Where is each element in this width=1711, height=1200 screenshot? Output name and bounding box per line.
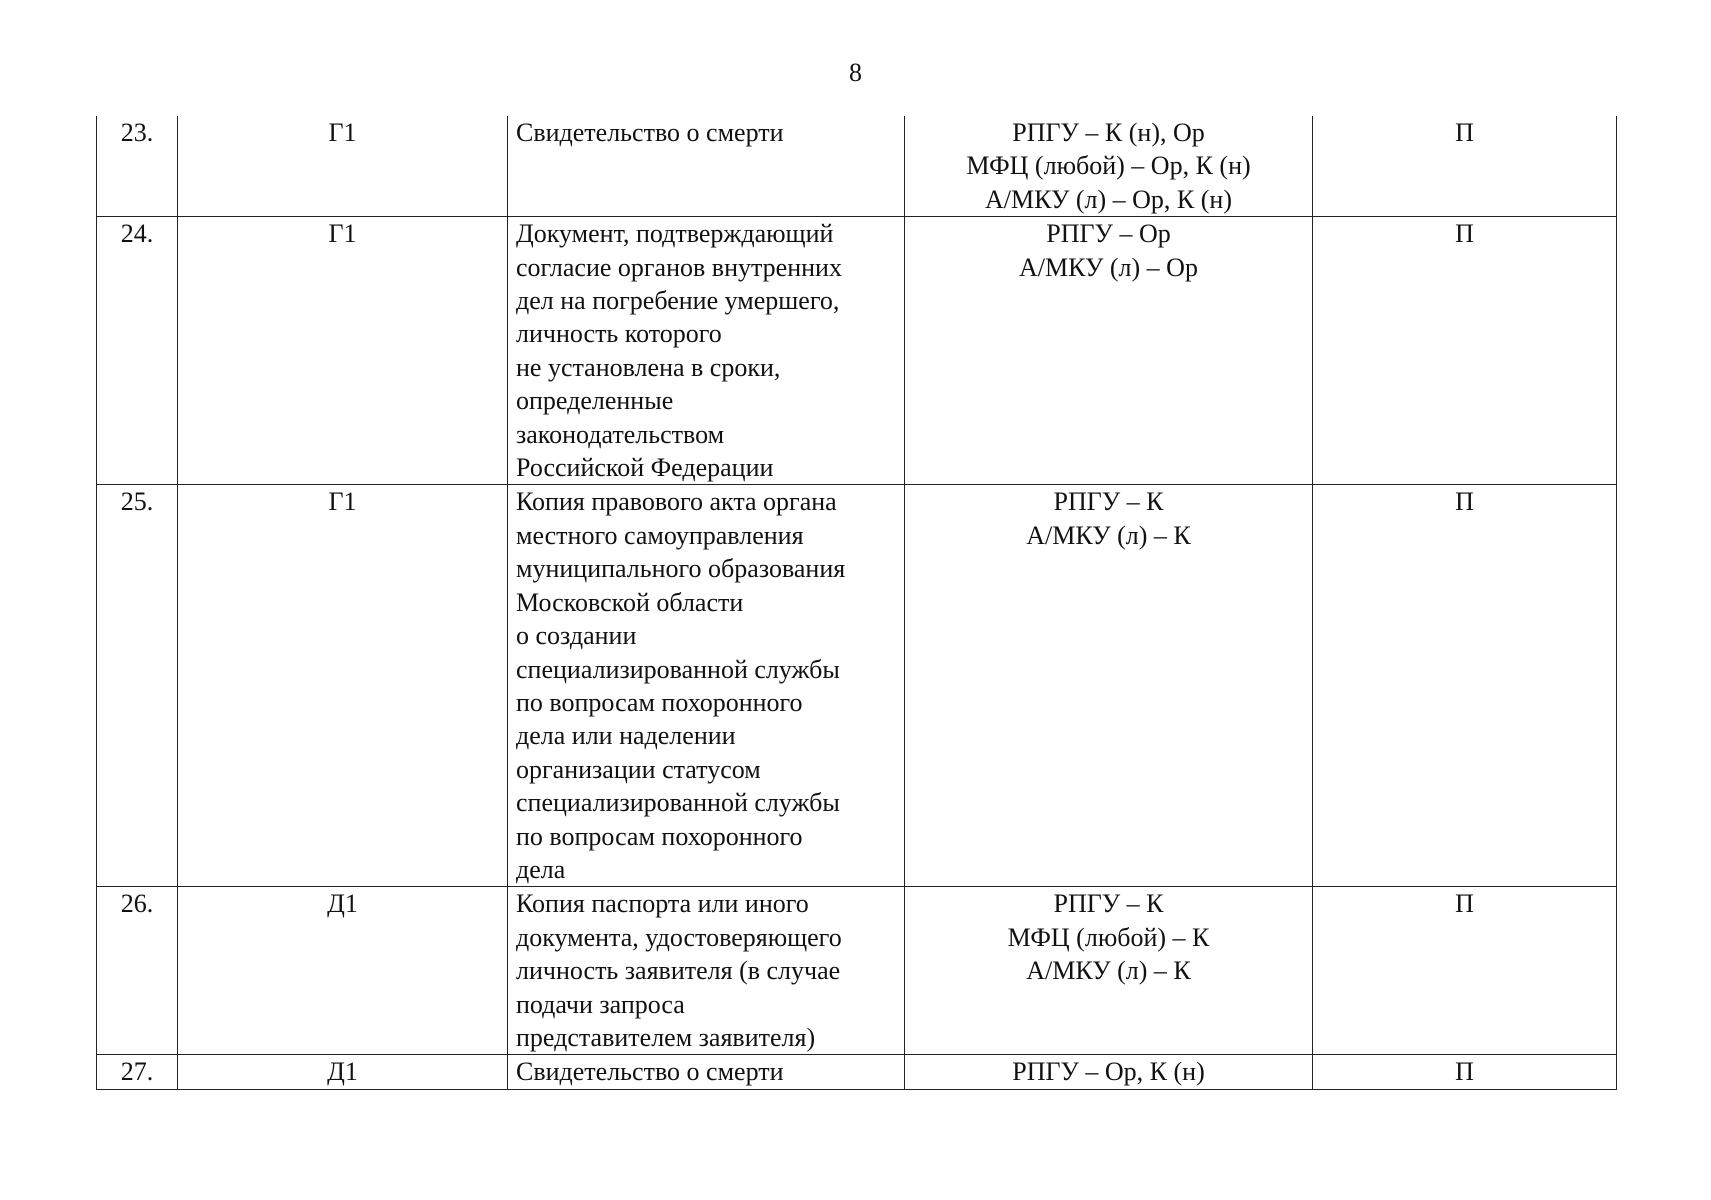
document-name-line: по вопросам похоронного <box>516 687 803 717</box>
submission-method-line: А/МКУ (л) – Ор <box>1019 252 1198 282</box>
category-code: Г1 <box>328 118 357 147</box>
row-number-cell <box>97 485 178 887</box>
document-name-line: личность заявителя (в случае <box>516 956 841 986</box>
document-name-line: Российской Федерации <box>516 453 774 483</box>
document-name-line: Документ, подтверждающий <box>516 219 834 249</box>
document-name-line: не установлена в сроки, <box>516 352 781 382</box>
document-name-line: Копия паспорта или иного <box>516 889 809 919</box>
requirement-mark: П <box>1455 118 1474 147</box>
document-name-cell <box>508 1055 905 1089</box>
requirement-mark-cell <box>1313 887 1617 1055</box>
category-code-cell <box>178 887 508 1055</box>
document-name-line: Московской области <box>516 587 744 617</box>
document-name-line: организации статусом <box>516 754 761 784</box>
requirement-mark-cell <box>1313 217 1617 485</box>
row-number: 23. <box>120 118 154 147</box>
document-name-cell <box>508 485 905 887</box>
document-name-line: Свидетельство о смерти <box>516 1057 784 1087</box>
requirement-mark-cell <box>1313 116 1617 217</box>
requirement-mark-cell <box>1313 485 1617 887</box>
row-number-cell <box>97 887 178 1055</box>
submission-method-line: РПГУ – Ор <box>1046 219 1171 249</box>
document-name-line: дела или наделении <box>516 721 736 751</box>
category-code: Г1 <box>328 487 357 517</box>
submission-method-line: А/МКУ (л) – К <box>1026 956 1191 986</box>
document-name-line: документа, удостоверяющего <box>516 922 842 952</box>
submission-method-line: А/МКУ (л) – Ор, К (н) <box>985 184 1232 214</box>
submission-methods-cell <box>905 887 1313 1055</box>
document-name-line: личность которого <box>516 319 722 349</box>
row-number: 24. <box>120 219 154 249</box>
document-name-line: по вопросам похоронного <box>516 821 803 851</box>
requirement-mark-cell <box>1313 1055 1617 1089</box>
document-name-line: дел на погребение умершего, <box>516 286 840 316</box>
document-name-cell <box>508 116 905 217</box>
category-code-cell <box>178 1055 508 1089</box>
document-name-cell <box>508 217 905 485</box>
row-number-cell <box>97 217 178 485</box>
category-code: Д1 <box>327 1057 358 1087</box>
table-row-24 <box>97 217 1617 485</box>
document-name-line: законодательством <box>516 419 725 449</box>
row-number-cell <box>97 116 178 217</box>
submission-method-line: МФЦ (любой) – Ор, К (н) <box>966 151 1251 181</box>
table-row-26 <box>97 887 1617 1055</box>
requirement-mark: П <box>1455 889 1474 919</box>
requirement-mark: П <box>1455 487 1474 517</box>
document-name-line: муниципального образования <box>516 554 846 584</box>
category-code-cell <box>178 116 508 217</box>
category-code-cell <box>178 217 508 485</box>
row-number: 27. <box>120 1057 154 1087</box>
document-name-line: представителем заявителя) <box>516 1022 816 1052</box>
table-row-23 <box>97 116 1617 217</box>
document-name-line: о создании <box>516 621 637 651</box>
submission-methods-cell <box>905 485 1313 887</box>
submission-method-line: РПГУ – К <box>1053 889 1164 919</box>
document-name-line: Свидетельство о смерти <box>516 118 784 147</box>
document-name-line: определенные <box>516 386 674 416</box>
submission-method-line: МФЦ (любой) – К <box>1007 922 1210 952</box>
document-name-line: согласие органов внутренних <box>516 252 842 282</box>
row-number: 26. <box>120 889 154 919</box>
submission-method-line: РПГУ – К <box>1053 487 1164 517</box>
category-code: Д1 <box>327 889 358 919</box>
row-number: 25. <box>120 487 154 517</box>
table-row-27 <box>97 1055 1617 1089</box>
submission-method-line: А/МКУ (л) – К <box>1026 520 1191 550</box>
submission-methods-cell <box>905 116 1313 217</box>
category-code-cell <box>178 485 508 887</box>
submission-methods-cell <box>905 217 1313 485</box>
table-row-25 <box>97 485 1617 887</box>
document-name-cell <box>508 887 905 1055</box>
document-name-line: дела <box>516 854 566 884</box>
document-name-line: специализированной службы <box>516 654 840 684</box>
documents-table <box>96 116 1617 1090</box>
document-name-line: местного самоуправления <box>516 520 804 550</box>
requirement-mark: П <box>1455 219 1474 249</box>
requirement-mark: П <box>1455 1057 1474 1087</box>
page-number: 8 <box>849 58 862 87</box>
submission-method-line: РПГУ – Ор, К (н) <box>1012 1057 1205 1087</box>
category-code: Г1 <box>328 219 357 249</box>
row-number-cell <box>97 1055 178 1089</box>
document-name-line: подачи запроса <box>516 989 685 1019</box>
document-name-line: Копия правового акта органа <box>516 487 837 517</box>
document-name-line: специализированной службы <box>516 788 840 818</box>
documents-table-body <box>97 116 1617 1089</box>
submission-methods-cell <box>905 1055 1313 1089</box>
submission-method-line: РПГУ – К (н), Ор <box>1012 118 1205 147</box>
